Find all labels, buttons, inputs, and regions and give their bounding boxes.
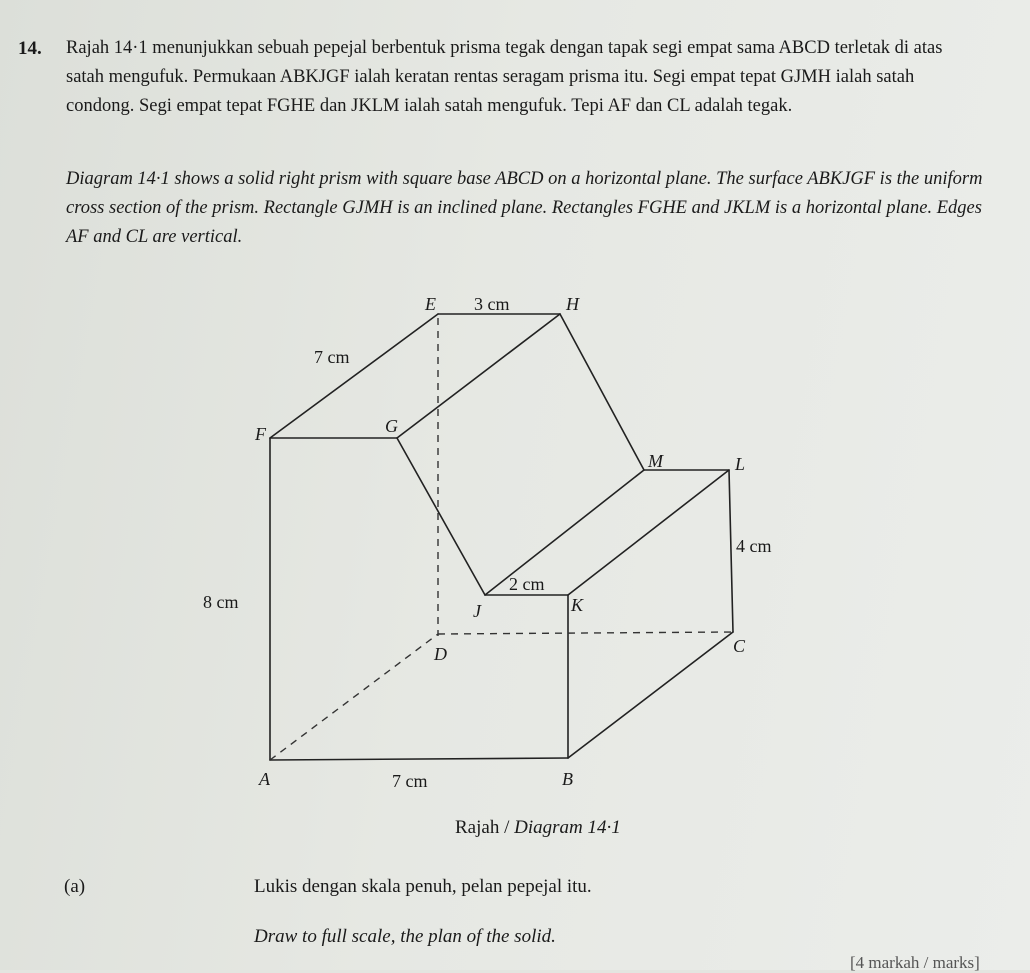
edge-FE	[270, 314, 438, 438]
edge-BC	[568, 632, 733, 758]
vertex-label-K: K	[571, 595, 584, 615]
question-text-malay: Rajah 14·1 menunjukkan sebuah pepejal berbentuk prisma tegak dengan tapak segi empat sama ABCD terletak di atas satah mengufuk. Permukaan ABKJGF ialah keratan rentas seragam prisma itu. Segi empat tepat GJMH ialah satah condong. Segi empat tepat FGHE dan JKLM ialah satah mengufuk. Tepi AF dan CL adalah tegak.	[66, 38, 943, 116]
part-a-text-english: Draw to full scale, the plan of the solid.	[254, 926, 556, 947]
vertex-label-J: J	[473, 601, 481, 621]
caption-separator: /	[499, 817, 515, 838]
question-text-english: Diagram 14·1 shows a solid right prism with square base ABCD on a horizontal plane. The surface ABKJGF is the uniform cross section of the prism. Rectangle GJMH is an inclined plane. Rectangles FGHE and JKLM is a horizontal plane. Edges AF and CL are vertical.	[66, 169, 983, 247]
vertex-label-B: B	[562, 769, 573, 789]
dimension-label-CL: 4 cm	[736, 536, 772, 556]
vertex-label-H: H	[566, 294, 579, 314]
question-number: 14.	[18, 38, 42, 59]
edge-GH	[397, 314, 560, 438]
hidden-edge-AD	[270, 634, 438, 760]
edge-LC	[729, 470, 733, 632]
vertex-label-G: G	[385, 416, 398, 436]
caption-malay: Rajah	[455, 817, 500, 838]
dimension-label-AF: 8 cm	[203, 592, 239, 612]
edge-HM	[560, 314, 644, 470]
caption-english: Diagram 14·1	[514, 817, 621, 838]
dimension-label-EH: 3 cm	[474, 294, 510, 314]
vertex-label-D: D	[434, 644, 447, 664]
part-a-label: (a)	[64, 876, 86, 897]
vertex-label-L: L	[735, 454, 746, 474]
vertex-label-C: C	[733, 636, 746, 656]
vertex-label-A: A	[259, 769, 270, 789]
marks-allocation: [4 markah / marks]	[850, 953, 980, 972]
vertex-label-M: M	[648, 451, 663, 471]
edge-GJ	[397, 438, 485, 595]
dimension-label-JK: 2 cm	[509, 574, 545, 594]
diagram-caption	[455, 817, 621, 839]
dimension-label-AB: 7 cm	[392, 771, 428, 791]
hidden-edge-DC	[438, 632, 733, 634]
edge-BA	[270, 758, 568, 760]
part-a-text-malay: Lukis dengan skala penuh, pelan pepejal itu.	[254, 876, 592, 897]
vertex-label-E: E	[425, 294, 436, 314]
vertex-label-F: F	[255, 424, 266, 444]
edge-KL	[568, 470, 729, 595]
dimension-label-FE: 7 cm	[314, 347, 350, 367]
